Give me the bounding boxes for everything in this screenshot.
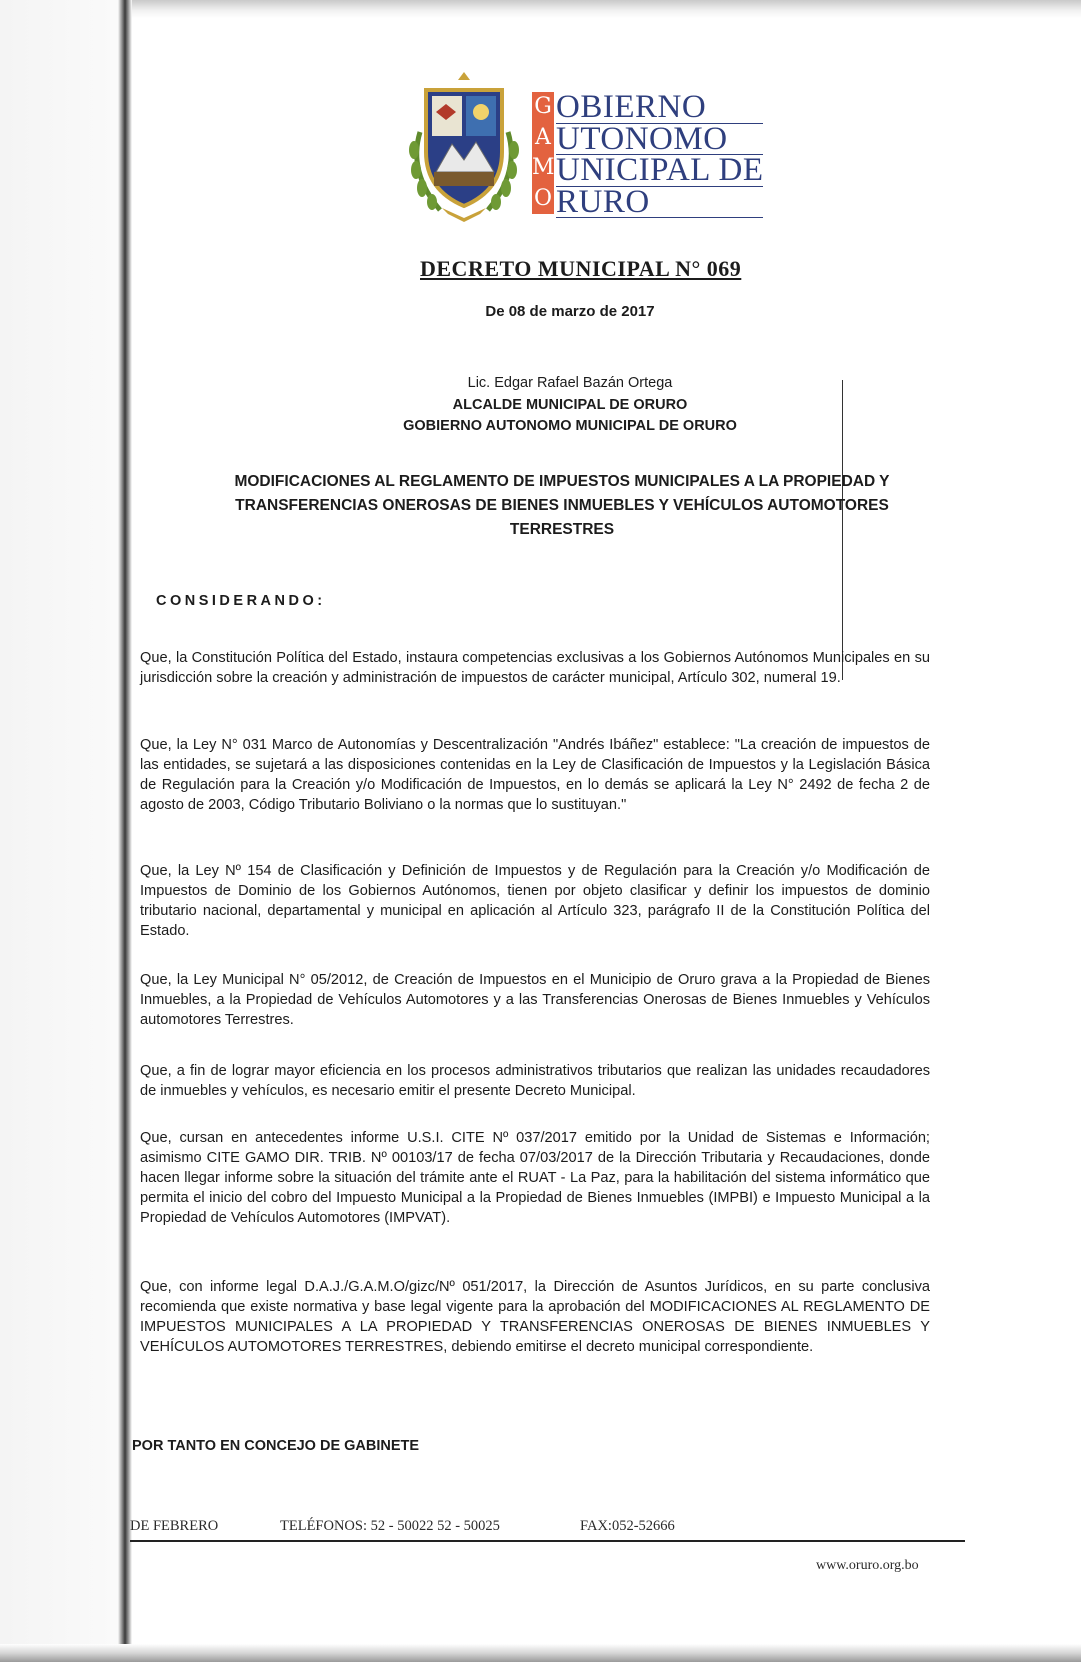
- decree-title: DECRETO MUNICIPAL N° 069: [420, 256, 742, 281]
- footer-address: DE FEBRERO: [130, 1518, 219, 1534]
- signer-role: ALCALDE MUNICIPAL DE ORURO: [452, 397, 688, 413]
- document-page: [130, 20, 1000, 1640]
- gamo-letter: A: [535, 124, 551, 150]
- gamo-letter: O: [533, 185, 553, 211]
- scan-top-edge: [132, 0, 1081, 18]
- institution-word: RURO: [556, 187, 763, 219]
- footer-rule: [130, 1540, 965, 1542]
- signer-name: Lic. Edgar Rafael Bazán Ortega: [467, 375, 673, 391]
- footer-phones: TELÉFONOS: 52 - 50022 52 - 50025: [280, 1518, 500, 1534]
- footer-fax: FAX:052-52666: [580, 1518, 675, 1534]
- letterhead: [400, 72, 820, 242]
- considerando-paragraph: Que, la Ley N° 031 Marco de Autonomías y Descentralización "Andrés Ibáñez" establece: "La creación de impuestos de las entidades, se sujetará a las disposiciones contenidas en la Ley de Clasificación de Impuestos y la Legislación Básica de Regulación para la Creación y/o Modificación de Impuestos, en lo demás se aplicará la Ley N° 2492 de fecha 2 de agosto de 2003, Código Tributario Boliviano o la normas que lo sustituyan.": [140, 736, 930, 813]
- gamo-acronym: [532, 92, 554, 214]
- coat-of-arms-icon: [400, 72, 528, 222]
- institution-word: UTONOMO: [556, 124, 763, 156]
- considerando-paragraph: Que, la Ley Municipal N° 05/2012, de Creación de Impuestos en el Municipio de Oruro grava a la Propiedad de Bienes Inmuebles, a la Propiedad de Vehículos Automotores y a las Transferencias Onerosas de Bienes Inmuebles y Vehículos automotores Terrestres.: [140, 971, 930, 1028]
- gamo-letter: G: [534, 94, 552, 119]
- considerando-paragraph: Que, la Constitución Política del Estado, instaura competencias exclusivas a los Gobiernos Autónomos Municipales en su jurisdicción sobre la creación y administración de impuestos de carácter municipal, Artículo 302, numeral 19.: [140, 649, 930, 686]
- institution-word: OBIERNO: [556, 92, 763, 124]
- institution-name: [556, 89, 764, 220]
- considerando-paragraph: Que, a fin de lograr mayor eficiencia en los procesos administrativos tributarios que realizan las unidades recaudadores de inmuebles y vehículos, es necesario emitir el presente Decreto Municipal.: [140, 1062, 930, 1099]
- gamo-letter: M: [532, 155, 555, 180]
- scan-bottom-edge: [0, 1644, 1081, 1662]
- considerando-paragraph: Que, cursan en antecedentes informe U.S.I. CITE Nº 037/2017 emitido por la Unidad de Sistemas e Información; asimismo CITE GAMO DIR. TRIB. Nº 00103/17 de fecha 07/03/2017 de la Dirección Tributaria y Recaudaciones, donde hacen llegar informe sobre la situación del trámite ante el RUAT - La Paz, para la habilitación del sistema informático que permita el inicio del cobro del Impuesto Municipal a la Propiedad de Bienes Inmuebles (IMPBI) e Impuesto Municipal a la Propiedad de Vehículos Automotores (IMPVAT).: [140, 1129, 930, 1226]
- considerando-paragraph: Que, la Ley Nº 154 de Clasificación y Definición de Impuestos y de Regulación para la Creación y/o Modificación de Impuestos de Dominio de los Gobiernos Autónomos, tienen por objeto clasificar y definir los impuestos de dominio tributario nacional, departamental y municipal en aplicación al Artículo 323, parágrafo II de la Constitución Política del Estado.: [140, 862, 930, 939]
- institution-word: UNICIPAL DE: [556, 152, 764, 188]
- por-tanto-heading: POR TANTO EN CONCEJO DE GABINETE: [132, 1438, 420, 1454]
- considerando-heading: CONSIDERANDO:: [156, 593, 326, 609]
- decree-subject: MODIFICACIONES AL REGLAMENTO DE IMPUESTOS MUNICIPALES A LA PROPIEDAD Y TRANSFERENCIAS ONEROSAS DE BIENES INMUEBLES Y VEHÍCULOS AUTOMOTORES TERRESTRES: [234, 473, 890, 538]
- scan-left-edge: [0, 0, 132, 1662]
- considerando-paragraph: Que, con informe legal D.A.J./G.A.M.O/gizc/Nº 051/2017, la Dirección de Asuntos Jurídicos, en su parte conclusiva recomienda que existe normativa y base legal vigente para la aprobación del MODIFICACIONES AL REGLAMENTO DE IMPUESTOS MUNICIPALES A LA PROPIEDAD Y TRANSFERENCIAS ONEROSAS DE BIENES INMUEBLES Y VEHÍCULOS AUTOMOTORES TERRESTRES, debiendo emitirse el decreto municipal correspondiente.: [140, 1278, 930, 1355]
- signer-entity: GOBIERNO AUTONOMO MUNICIPAL DE ORURO: [403, 418, 737, 434]
- footer-website: www.oruro.org.bo: [816, 1558, 919, 1573]
- decree-date: De 08 de marzo de 2017: [485, 303, 655, 320]
